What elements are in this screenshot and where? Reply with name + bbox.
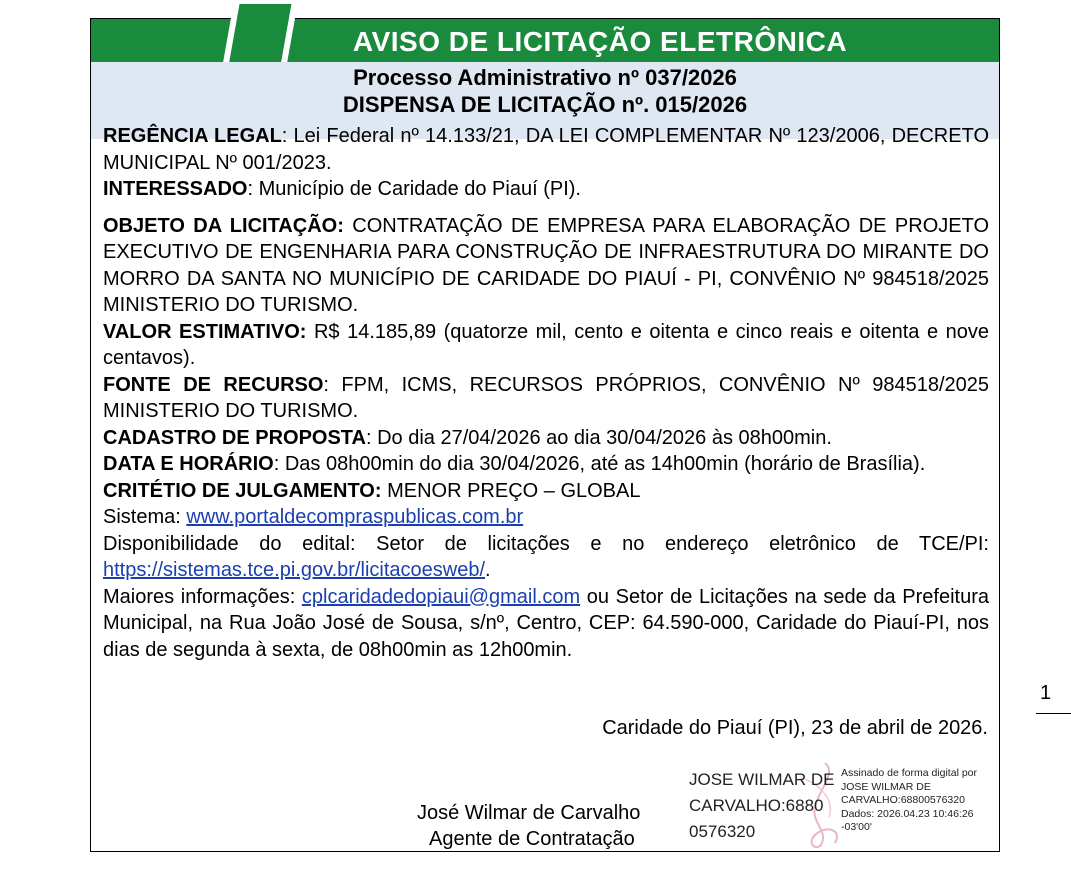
regencia-paragraph	[103, 123, 989, 176]
fonte-label: FONTE DE RECURSO	[103, 373, 324, 396]
valor-text: R$ 14.185,89 (quatorze mil, cento e oitenta e cinco reais e oitenta e nove centavos).	[103, 320, 989, 369]
cadastro-paragraph	[103, 425, 989, 452]
dispensa-number: DISPENSA DE LICITAÇÃO nº. 015/2026	[342, 92, 748, 117]
objeto-text: CONTRATAÇÃO DE EMPRESA PARA ELABORAÇÃO DE PROJETO EXECUTIVO DE ENGENHARIA PARA CONSTRUÇÃO DE INFRAESTRUTURA DO MIRANTE DO MORRO DA SANTA NO MUNICÍPIO DE CARIDADE DO PIAUÍ - PI, CONVÊNIO Nº 984518/2025 MINISTERIO DO TURISMO.	[103, 214, 990, 316]
info-paragraph	[103, 584, 989, 664]
sistema-paragraph	[103, 504, 989, 531]
interessado-label: INTERESSADO	[103, 178, 248, 200]
email-link[interactable]: cplcaridadedopiaui@gmail.com	[301, 585, 581, 608]
edital-link[interactable]: https://sistemas.tce.pi.gov.br/licitacoesweb/	[103, 559, 486, 581]
edital-paragraph	[103, 531, 989, 584]
sistema-label: Sistema:	[103, 506, 187, 528]
sistema-link[interactable]: www.portaldecompraspublicas.com.br	[186, 506, 524, 528]
edital-text: Disponibilidade do edital: Setor de licitações e no endereço eletrônico de TCE/PI:	[103, 532, 989, 555]
page-number: 1	[1040, 682, 1052, 704]
signer-role: Agente de Contratação	[429, 828, 635, 850]
signer-name: José Wilmar de Carvalho	[417, 802, 641, 824]
regencia-text: : Lei Federal nº 14.133/21, DA LEI COMPLEMENTAR Nº 123/2006, DECRETO MUNICIPAL Nº 001/2023.	[103, 125, 989, 174]
fonte-paragraph	[103, 372, 989, 425]
criterio-label: CRITÉTIO DE JULGAMENTO:	[103, 479, 382, 502]
edital-suffix: .	[485, 559, 491, 581]
data-horario-paragraph	[103, 451, 989, 478]
interessado-text: : Município de Caridade do Piauí (PI).	[247, 178, 581, 200]
valor-paragraph	[103, 319, 989, 372]
cadastro-text: : Do dia 27/04/2026 ao dia 30/04/2026 às 08h00min.	[365, 426, 832, 449]
process-number: Processo Administrativo nº 037/2026	[353, 65, 737, 90]
notice-frame	[90, 18, 1000, 852]
regencia-label: REGÊNCIA LEGAL	[103, 125, 282, 147]
info-prefix: Maiores informações:	[103, 585, 302, 608]
notice-body	[103, 123, 989, 663]
objeto-paragraph	[103, 213, 989, 319]
data-horario-label: DATA E HORÁRIO	[103, 453, 274, 475]
fonte-text: : FPM, ICMS, RECURSOS PRÓPRIOS, CONVÊNIO Nº 984518/2025 MINISTERIO DO TURISMO.	[103, 373, 989, 422]
place-date: Caridade do Piauí (PI), 23 de abril de 2026.	[602, 717, 988, 739]
digital-signature-name: JOSE WILMAR DE CARVALHO:6880 0576320	[689, 770, 835, 841]
info-text: ou Setor de Licitações na sede da Prefeitura Municipal, na Rua João José de Sousa, s/nº, Centro, CEP: 64.590-000, Caridade do Piauí-PI, nos dias de segunda à sexta, de 08h00min as 12h00min.	[103, 585, 989, 661]
page-number-divider	[1036, 713, 1071, 714]
objeto-label: OBJETO DA LICITAÇÃO:	[103, 214, 344, 237]
valor-label: VALOR ESTIMATIVO:	[103, 320, 307, 343]
criterio-text: MENOR PREÇO – GLOBAL	[381, 479, 641, 502]
interessado-paragraph	[103, 176, 989, 203]
cadastro-label: CADASTRO DE PROPOSTA	[103, 426, 366, 449]
data-horario-text: : Das 08h00min do dia 30/04/2026, até as 14h00min (horário de Brasília).	[273, 453, 926, 475]
digital-signature-detail: Assinado de forma digital por JOSE WILMAR DE CARVALHO:68800576320 Dados: 2026.04.23 10:46:26 -03'00'	[841, 767, 977, 833]
criterio-paragraph	[103, 478, 989, 505]
notice-title: AVISO DE LICITAÇÃO ELETRÔNICA	[352, 26, 848, 57]
